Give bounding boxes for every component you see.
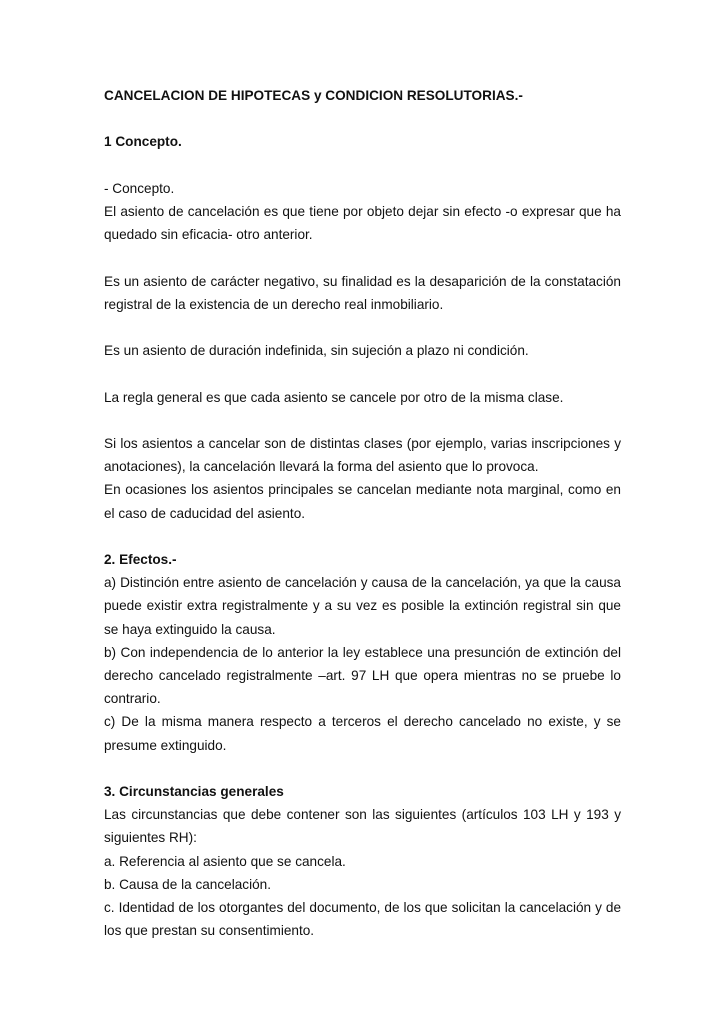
section-3-heading: 3. Circunstancias generales (104, 783, 284, 799)
spacer (104, 757, 621, 780)
paragraph: Si los asientos a cancelar son de distintas clases (por ejemplo, varias inscripciones y anotaciones), la cancelación llevará la forma del asiento que lo provoca. (104, 435, 621, 475)
section-2-heading: 2. Efectos.- (104, 551, 177, 567)
section-3-intro: Las circunstancias que debe contener son las siguientes (artículos 103 LH y 193 y siguientes RH): (104, 807, 621, 846)
document-page (104, 84, 621, 942)
list-item: b) Con independencia de lo anterior la ley establece una presunción de extinción del derecho cancelado registralmente –art. 97 LH que opera mientras no se pruebe lo contrario. (104, 644, 621, 707)
document-title: CANCELACION DE HIPOTECAS y CONDICION RESOLUTORIAS.- (104, 88, 523, 103)
paragraph: En ocasiones los asientos principales se cancelan mediante nota marginal, como en el caso de caducidad del asiento. (104, 482, 621, 521)
list-item: a) Distinción entre asiento de cancelación y causa de la cancelación, ya que la causa puede existir extra registralmente y a su vez es posible la extinción registral sin que se haya extinguido la causa. (104, 575, 621, 637)
spacer (104, 107, 621, 130)
list-item: b. Causa de la cancelación. (104, 876, 272, 892)
spacer (104, 246, 621, 269)
spacer (104, 154, 621, 177)
spacer (104, 316, 621, 339)
list-item: a. Referencia al asiento que se cancela. (104, 853, 346, 869)
list-item: c) De la misma manera respecto a terceros el derecho cancelado no existe, y se presume extinguido. (104, 714, 621, 753)
paragraph: Es un asiento de duración indefinida, sin sujeción a plazo ni condición. (104, 343, 529, 359)
section-1-heading: 1 Concepto. (104, 134, 182, 150)
spacer (104, 409, 621, 432)
paragraph: La regla general es que cada asiento se cancele por otro de la misma clase. (104, 389, 564, 405)
spacer (104, 362, 621, 385)
paragraph: Es un asiento de carácter negativo, su finalidad es la desaparición de la constatación registral de la existencia de un derecho real inmobiliario. (104, 273, 621, 312)
spacer (104, 525, 621, 548)
list-item: c. Identidad de los otorgantes del documento, de los que solicitan la cancelación y de los que prestan su consentimiento. (104, 899, 621, 939)
section-1-subheading: - Concepto. (104, 180, 175, 196)
paragraph: El asiento de cancelación es que tiene por objeto dejar sin efecto -o expresar que ha quedado sin eficacia- otro anterior. (104, 203, 621, 243)
